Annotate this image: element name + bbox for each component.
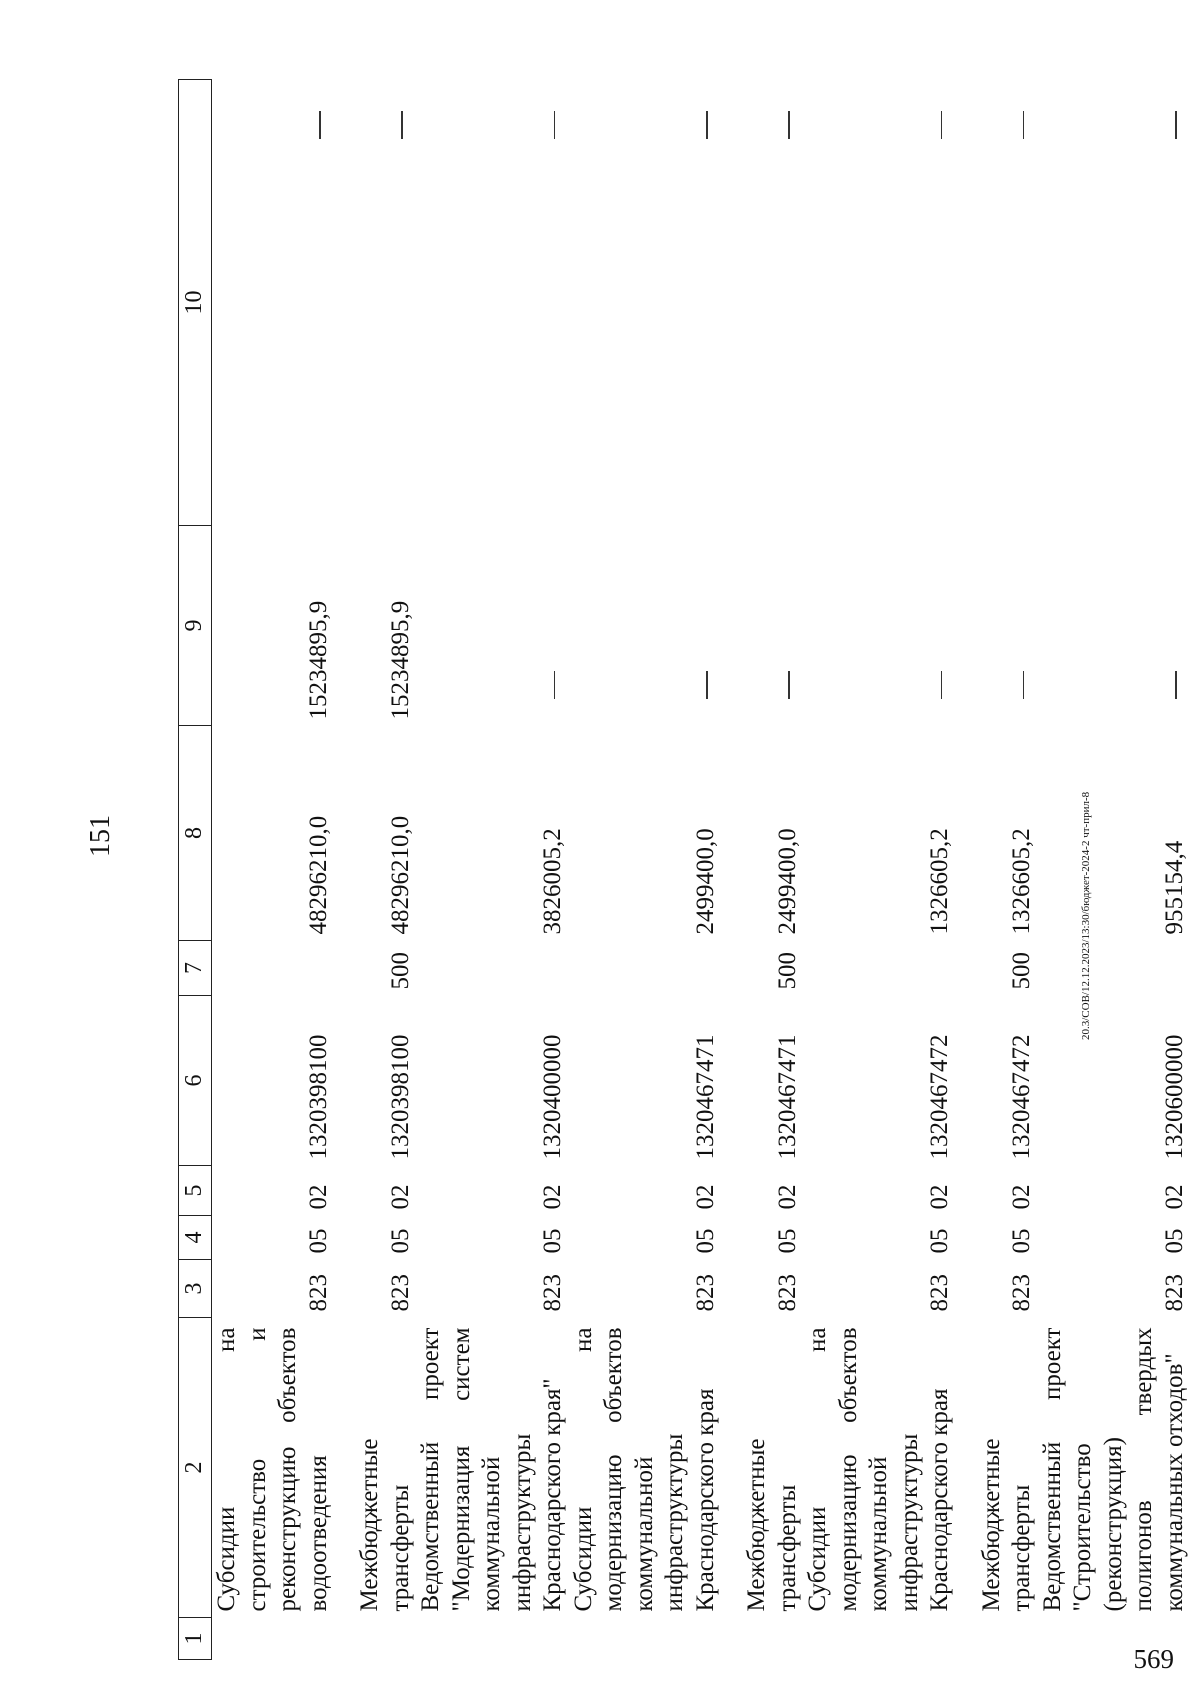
cell-col-1 xyxy=(956,1618,1038,1660)
header-row xyxy=(179,80,212,1660)
cell-col-6: 1320467472 xyxy=(926,1034,953,1160)
table-row xyxy=(334,80,416,1660)
header-col-1: 1 xyxy=(179,1618,212,1660)
dash-mark xyxy=(941,112,943,140)
cell-col-4: 05 xyxy=(1008,1228,1035,1254)
dash-mark xyxy=(1023,112,1025,140)
cell-col-8: 1326605,2 xyxy=(926,828,953,935)
cell-col-7: 500 xyxy=(773,952,801,990)
header-col-9: 9 xyxy=(179,526,212,726)
header-col-6: 6 xyxy=(179,996,212,1166)
cell-col-5: 02 xyxy=(691,1184,719,1210)
cell-col-6: 1320398100 xyxy=(386,1034,414,1160)
cell-col-2: Межбюджетные трансферты xyxy=(743,1438,801,1612)
cell-col-2: Межбюджетные трансферты xyxy=(356,1438,414,1612)
cell-col-5: 02 xyxy=(1008,1184,1035,1210)
cell-col-1 xyxy=(1038,1618,1191,1660)
cell-col-2: Ведомственный проект "Строительство (реконструкция) полигонов твердых коммунальных отходов" xyxy=(1038,1327,1188,1612)
table-row xyxy=(1038,80,1191,1660)
cell-col-6: 1320467471 xyxy=(773,1034,801,1160)
dash-mark xyxy=(706,112,708,140)
cell-col-10 xyxy=(569,80,722,526)
cell-col-5: 02 xyxy=(386,1184,414,1210)
cell-col-4: 05 xyxy=(304,1228,332,1254)
cell-col-5: 02 xyxy=(926,1184,953,1210)
budget-table xyxy=(178,79,1190,1660)
dash-mark xyxy=(1023,672,1025,700)
page-number: 151 xyxy=(85,815,116,857)
cell-col-4: 05 xyxy=(386,1228,414,1254)
cell-col-4: 05 xyxy=(773,1228,801,1254)
dash-mark xyxy=(554,112,556,140)
cell-col-3: 823 xyxy=(539,1274,566,1312)
table-row xyxy=(803,80,956,1660)
cell-col-4: 05 xyxy=(539,1228,566,1254)
cell-col-2: Межбюджетные трансферты xyxy=(977,1438,1035,1612)
cell-col-4: 05 xyxy=(926,1228,953,1254)
cell-col-10 xyxy=(212,80,335,526)
cell-col-7: 500 xyxy=(386,952,414,990)
cell-col-6: 1320400000 xyxy=(539,1034,566,1160)
cell-col-1 xyxy=(416,1618,569,1660)
cell-col-8: 955154,4 xyxy=(1160,840,1188,935)
cell-col-5: 02 xyxy=(1160,1184,1188,1210)
cell-col-5: 02 xyxy=(539,1184,566,1210)
cell-col-4: 05 xyxy=(691,1228,719,1254)
cell-col-10 xyxy=(416,80,569,526)
cell-col-10 xyxy=(721,80,803,526)
cell-col-2: Ведомственный проект "Модернизация систем коммунальной инфраструктуры Краснодарского края" xyxy=(417,1327,566,1612)
cell-col-8: 48296210,0 xyxy=(304,815,332,935)
header-col-8: 8 xyxy=(179,726,212,941)
cell-col-7 xyxy=(803,941,956,996)
cell-col-6: 1320600000 xyxy=(1160,1034,1188,1160)
table-row xyxy=(416,80,569,1660)
cell-col-4: 05 xyxy=(1160,1228,1188,1254)
dash-mark xyxy=(788,112,790,140)
cell-col-7 xyxy=(1038,941,1191,996)
cell-col-6: 1320467472 xyxy=(1008,1034,1035,1160)
cell-col-9 xyxy=(803,526,956,726)
cell-col-10 xyxy=(956,80,1038,526)
cell-col-5: 02 xyxy=(773,1184,801,1210)
cell-col-2: Субсидии на модернизацию объектов коммунальной инфраструктуры Краснодарского края xyxy=(569,1327,719,1612)
cell-col-5: 02 xyxy=(304,1184,332,1210)
header-col-4: 4 xyxy=(179,1216,212,1260)
table-row xyxy=(569,80,722,1660)
cell-col-3: 823 xyxy=(926,1274,953,1312)
cell-col-6: 1320398100 xyxy=(304,1034,332,1160)
header-col-10: 10 xyxy=(179,80,212,526)
cell-col-8: 2499400,0 xyxy=(691,828,719,935)
cell-col-9: 15234895,9 xyxy=(386,600,414,720)
corner-page-number: 569 xyxy=(1133,1644,1174,1674)
cell-col-7 xyxy=(569,941,722,996)
cell-col-2: Субсидии на модернизацию объектов коммунальной инфраструктуры Краснодарского края xyxy=(804,1327,953,1612)
dash-mark xyxy=(401,112,403,140)
cell-col-6: 1320467471 xyxy=(691,1034,719,1160)
cell-col-9 xyxy=(1038,526,1191,726)
cell-col-8: 1326605,2 xyxy=(1008,828,1035,935)
cell-col-8: 3826005,2 xyxy=(539,828,566,935)
dash-mark xyxy=(554,672,556,700)
cell-col-10 xyxy=(334,80,416,526)
cell-col-8: 48296210,0 xyxy=(386,815,414,935)
dash-mark xyxy=(941,672,943,700)
cell-col-3: 823 xyxy=(1160,1274,1188,1312)
cell-col-9 xyxy=(721,526,803,726)
dash-mark xyxy=(319,112,321,140)
dash-mark xyxy=(1175,672,1177,700)
cell-col-8: 2499400,0 xyxy=(773,828,801,935)
cell-col-7 xyxy=(416,941,569,996)
cell-col-3: 823 xyxy=(386,1274,414,1312)
cell-col-7: 500 xyxy=(1008,952,1035,990)
cell-col-9 xyxy=(956,526,1038,726)
cell-col-3: 823 xyxy=(1008,1274,1035,1312)
cell-col-7 xyxy=(212,941,335,996)
dash-mark xyxy=(788,672,790,700)
cell-col-3: 823 xyxy=(773,1274,801,1312)
table-row xyxy=(721,80,803,1660)
table-row xyxy=(956,80,1038,1660)
cell-col-10 xyxy=(803,80,956,526)
cell-col-10 xyxy=(1038,80,1191,526)
table-body xyxy=(212,80,1191,1660)
cell-col-1 xyxy=(569,1618,722,1660)
cell-col-3: 823 xyxy=(304,1274,332,1312)
cell-col-2: Субсидии на строительство и реконструкцию объектов водоотведения xyxy=(213,1327,332,1612)
cell-col-9 xyxy=(416,526,569,726)
cell-col-1 xyxy=(803,1618,956,1660)
cell-col-1 xyxy=(212,1618,335,1660)
header-col-3: 3 xyxy=(179,1260,212,1318)
cell-col-3: 823 xyxy=(691,1274,719,1312)
cell-col-1 xyxy=(334,1618,416,1660)
footer-code: 20.3/СОВ/12.12.2023/13:30/бюджет-2024-2 чт-прил-8 xyxy=(1080,791,1092,1040)
cell-col-9 xyxy=(569,526,722,726)
cell-col-9: 15234895,9 xyxy=(304,600,332,720)
header-col-7: 7 xyxy=(179,941,212,996)
header-col-2: 2 xyxy=(179,1318,212,1618)
header-col-5: 5 xyxy=(179,1166,212,1216)
dash-mark xyxy=(706,672,708,700)
dash-mark xyxy=(1175,112,1177,140)
cell-col-1 xyxy=(721,1618,803,1660)
table-row xyxy=(212,80,335,1660)
